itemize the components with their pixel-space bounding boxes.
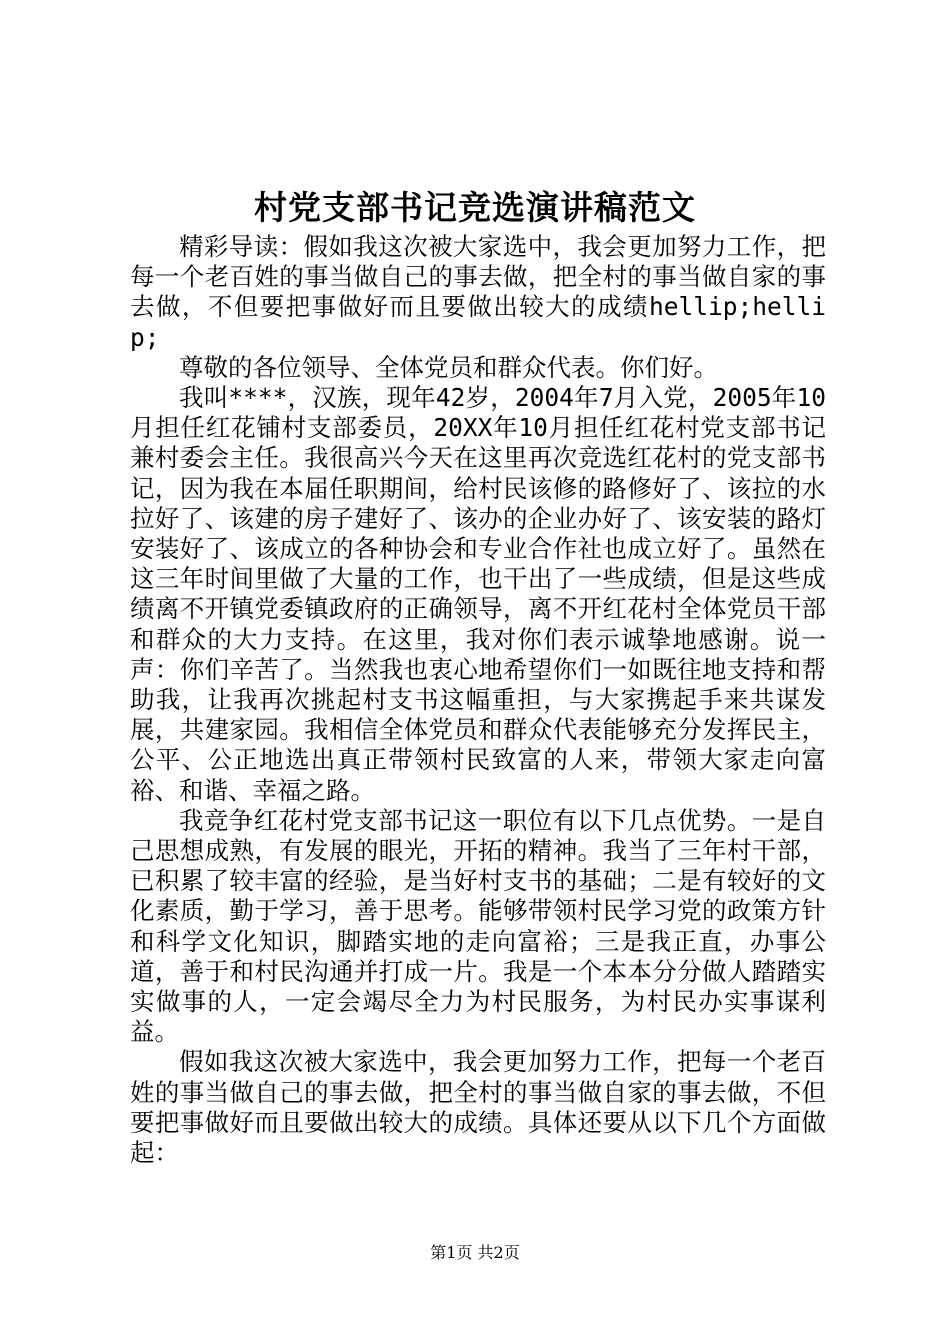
commitment-paragraph: 假如我这次被大家选中，我会更加努力工作，把每一个老百姓的事当做自己的事去做，把全村的事当做自家的事去做，不但要把事做好而且要做出较大的成绩。具体还要从以下几个方面做起： xyxy=(130,1047,826,1168)
page-number-footer: 第1页 共2页 xyxy=(430,1243,520,1262)
self-introduction-paragraph: 我叫****，汉族，现年42岁，2004年7月入党，2005年10月担任红花铺村支部委员，20XX年10月担任红花村党支部书记兼村委会主任。我很高兴今天在这里再次竞选红花村的党支部书记，因为我在本届任职期间，给村民该修的路修好了、该拉的水拉好了、该建的房子建好了、该办的企业办好了、该安装的路灯安装好了、该成立的各种协会和专业合作社也成立好了。虽然在这三年时间里做了大量的工作，也干出了一些成绩，但是这些成绩离不开镇党委镇政府的正确领导，离不开红花村全体党员干部和群众的大力支持。在这里，我对你们表示诚挚地感谢。说一声：你们辛苦了。当然我也衷心地希望你们一如既往地支持和帮助我，让我再次挑起村支书这幅重担，与大家携起手来共谋发展，共建家园。我相信全体党员和群众代表能够充分发挥民主，公平、公正地选出真正带领村民致富的人来，带领大家走向富裕、和谐、幸福之路。 xyxy=(130,383,826,805)
document-body xyxy=(130,232,826,1168)
document-title: 村党支部书记竞选演讲稿范文 xyxy=(254,188,696,227)
greeting-paragraph: 尊敬的各位领导、全体党员和群众代表。你们好。 xyxy=(179,352,718,382)
advantages-paragraph: 我竞争红花村党支部书记这一职位有以下几点优势。一是自己思想成熟，有发展的眼光，开拓的精神。我当了三年村干部，已积累了较丰富的经验，是当好村支书的基础；二是有较好的文化素质，勤于学习，善于思考。能够带领村民学习党的政策方针和科学文化知识，脚踏实地的走向富裕；三是我正直，办事公道，善于和村民沟通并打成一片。我是一个本本分分做人踏踏实实做事的人，一定会竭尽全力为村民服务，为村民办实事谋利益。 xyxy=(130,805,826,1047)
intro-paragraph: 精彩导读：假如我这次被大家选中，我会更加努力工作，把每一个老百姓的事当做自己的事去做，把全村的事当做自家的事去做，不但要把事做好而且要做出较大的成绩hellip;hellip; xyxy=(130,232,826,352)
